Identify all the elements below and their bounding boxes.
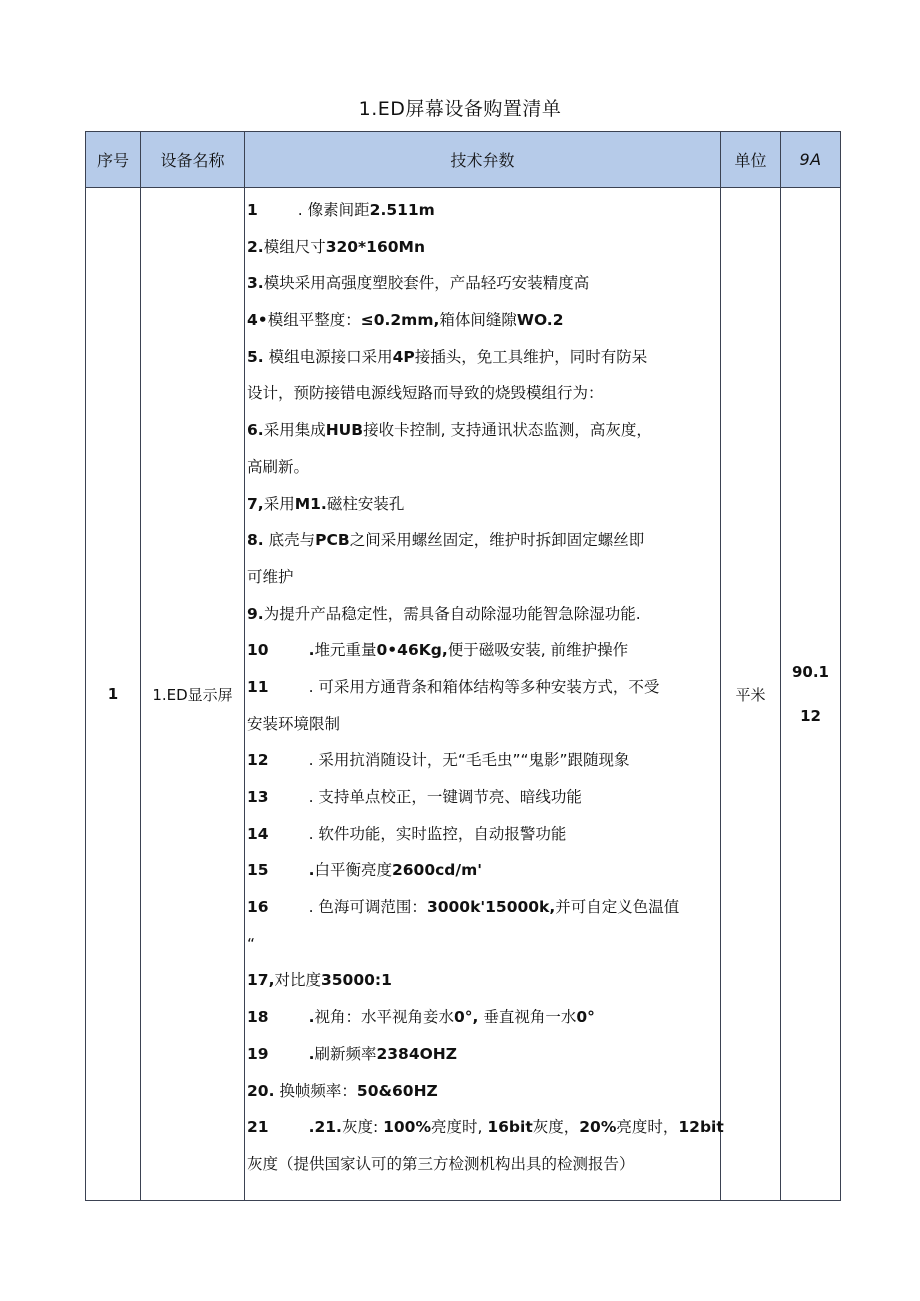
spec-text: 白平衡亮度 <box>314 861 392 880</box>
spec-line <box>247 968 718 1005</box>
spec-text: 采用集成 <box>263 421 326 440</box>
document-title: 1.ED屏幕设备购置清单 <box>358 98 562 120</box>
spec-bold-text: . <box>308 641 315 660</box>
spec-text: 对比度 <box>274 971 321 990</box>
spec-bold-text: 4• <box>247 311 268 330</box>
spec-text: . 像素间距 <box>297 201 370 219</box>
spec-text: 之间采用螺丝固定，维护时拆卸固定螺丝即 <box>349 531 645 550</box>
spec-bold-text: 2600cd/m' <box>391 861 482 880</box>
spec-text: 模组电源接口采用 <box>263 347 393 366</box>
spec-bold-text: 6. <box>247 421 264 440</box>
spec-bold-text: 320*160Mn <box>325 237 425 256</box>
spec-text: 为提升产品稳定性，需具备自动除湿功能智急除湿功能. <box>263 604 641 623</box>
spec-bold-text: 1 <box>247 201 258 219</box>
spec-text: 模块采用高强度塑胶套件，产品轻巧安装精度高 <box>263 274 590 293</box>
spec-line <box>247 1115 724 1152</box>
spec-text: 模组平整度： <box>267 311 361 330</box>
spec-bold-text: M1. <box>294 494 327 513</box>
spec-bold-text: .21. <box>308 1118 342 1137</box>
spec-text: 高刷新。 <box>247 457 310 476</box>
spec-text: 采用 <box>263 494 295 513</box>
spec-bold-text: . <box>308 1044 315 1063</box>
spec-text: 接插头，免工具维护，同时有防呆 <box>414 347 648 366</box>
spec-line <box>247 418 718 455</box>
spec-bold-text: PCB <box>315 531 350 550</box>
spec-text: 便于磁吸安装, 前维护操作 <box>447 641 629 660</box>
spec-bold-text: 19 <box>247 1044 269 1063</box>
purchase-table <box>85 131 841 1201</box>
spec-text: 可维护 <box>247 567 294 586</box>
spec-bold-text: 0° <box>576 1008 595 1027</box>
spec-bold-text: 0°, <box>453 1008 479 1027</box>
spec-line <box>247 455 718 492</box>
spec-text: . 采用抗消随设计，无“毛毛虫”“鬼影”跟随现象 <box>308 751 630 770</box>
spec-text: 亮度时， <box>616 1118 679 1137</box>
spec-text: . 支持单点校正，一键调节亮、暗线功能 <box>308 788 582 806</box>
spec-bold-text: 16 <box>247 898 269 917</box>
spec-bold-text: 2. <box>247 237 264 256</box>
spec-bold-text: 100% <box>383 1118 431 1137</box>
spec-text: 堆元重量 <box>314 641 377 660</box>
header-row <box>86 132 841 188</box>
spec-bold-text: 8. <box>247 531 264 550</box>
header-unit: 单位 <box>721 132 781 188</box>
spec-text: . 软件功能，实时监控，自动报警功能 <box>308 824 567 843</box>
spec-text: 设计，预防接错电源线短路而导致的烧毁模组行为： <box>247 384 604 403</box>
spec-bold-text: 7, <box>247 494 264 513</box>
spec-line <box>247 271 718 308</box>
spec-line <box>247 785 718 822</box>
header-name: 设备名称 <box>141 132 245 188</box>
spec-line <box>247 528 718 565</box>
spec-line <box>247 602 718 639</box>
spec-text: 亮度时, <box>430 1118 488 1137</box>
table-row <box>86 188 841 1201</box>
spec-bold-text: 2384OHZ <box>376 1044 458 1063</box>
spec-bold-text: 20% <box>579 1118 617 1137</box>
row-index: 1 <box>86 188 141 1201</box>
spec-line <box>247 1005 718 1042</box>
spec-line <box>247 235 718 272</box>
spec-text: 并可自定义色温值 <box>555 898 680 917</box>
spec-bold-text: 18 <box>247 1008 269 1027</box>
spec-text: 灰度（提供国家认可的第三方检测机构出具的检测报告） <box>247 1154 635 1173</box>
spec-bold-text: 3. <box>247 274 264 293</box>
header-qty: 9A <box>781 132 841 188</box>
spec-text: . 色海可调范围： <box>308 898 427 917</box>
spec-line <box>247 492 718 529</box>
spec-text: 刷新频率 <box>314 1044 377 1063</box>
spec-text: 模组尺寸 <box>263 237 326 256</box>
spec-list <box>247 198 724 1189</box>
spec-text: 底壳与 <box>263 531 316 550</box>
spec-bold-text: 9. <box>247 604 264 623</box>
spec-bold-text: 3000k'15000k, <box>426 898 556 917</box>
header-index: 序号 <box>86 132 141 188</box>
spec-text: 安装环境限制 <box>247 714 341 733</box>
spec-text: 箱体间缝隙 <box>439 311 517 330</box>
spec-text: 磁柱安装孔 <box>326 494 405 513</box>
spec-line <box>247 1079 718 1116</box>
spec-bold-text: 5. <box>247 347 264 366</box>
spec-bold-text: WO.2 <box>516 311 564 330</box>
spec-line <box>247 345 718 382</box>
spec-bold-text: 21 <box>247 1118 269 1137</box>
spec-bold-text: 13 <box>247 788 269 806</box>
spec-bold-text: 11 <box>247 677 269 696</box>
spec-line <box>247 932 718 969</box>
spec-bold-text: 12bit <box>678 1118 724 1137</box>
spec-bold-text: 10 <box>247 641 269 660</box>
spec-bold-text: 16bit <box>487 1118 533 1137</box>
spec-line <box>247 822 718 859</box>
spec-bold-text: 0•46Kg, <box>376 641 448 660</box>
spec-bold-text: ≤0.2mm, <box>360 311 440 330</box>
spec-bold-text: 12 <box>247 751 269 770</box>
spec-line <box>247 858 718 895</box>
spec-text: 接收卡控制, 支持通讯状态监测，高灰度， <box>363 421 652 440</box>
spec-cell <box>245 188 724 1201</box>
header-spec: 技术弁数 <box>245 132 721 188</box>
spec-bold-text: . <box>308 861 315 880</box>
spec-bold-text: 4P <box>392 347 415 366</box>
spec-text: . 可采用方通背条和箱体结构等多种安装方式，不受 <box>308 677 660 696</box>
spec-text: “ <box>247 934 256 953</box>
spec-bold-text: HUB <box>325 421 364 440</box>
spec-bold-text: 14 <box>247 824 269 843</box>
row-qty <box>781 188 841 1201</box>
spec-line <box>247 1152 718 1189</box>
row-qty-line1: 90.1 <box>791 663 829 681</box>
spec-bold-text: 15 <box>247 861 269 880</box>
spec-bold-text: 50&60HZ <box>356 1081 438 1100</box>
spec-line <box>247 675 718 712</box>
spec-text: 灰度， <box>532 1118 580 1137</box>
spec-bold-text: . <box>308 1008 315 1027</box>
spec-line <box>247 565 718 602</box>
spec-line <box>247 381 718 418</box>
spec-line <box>247 198 718 235</box>
spec-text: 视角：水平视角妾水 <box>314 1008 454 1027</box>
spec-bold-text: 35000:1 <box>320 971 392 990</box>
spec-line <box>247 1042 718 1079</box>
spec-text: 灰度: <box>341 1118 384 1137</box>
spec-text: 垂直视角一水 <box>478 1008 577 1027</box>
spec-text: 换帧频率： <box>274 1081 357 1100</box>
spec-bold-text: 20. <box>247 1081 275 1100</box>
spec-line <box>247 308 718 345</box>
row-unit: 平米 <box>721 188 781 1201</box>
spec-line <box>247 895 718 932</box>
spec-bold-text: 2.511m <box>369 201 435 219</box>
row-name: 1.ED显示屏 <box>141 188 245 1201</box>
spec-bold-text: 17, <box>247 971 275 990</box>
spec-line <box>247 748 718 785</box>
row-qty-line2: 12 <box>800 707 821 725</box>
spec-line <box>247 712 718 749</box>
spec-line <box>247 638 718 675</box>
